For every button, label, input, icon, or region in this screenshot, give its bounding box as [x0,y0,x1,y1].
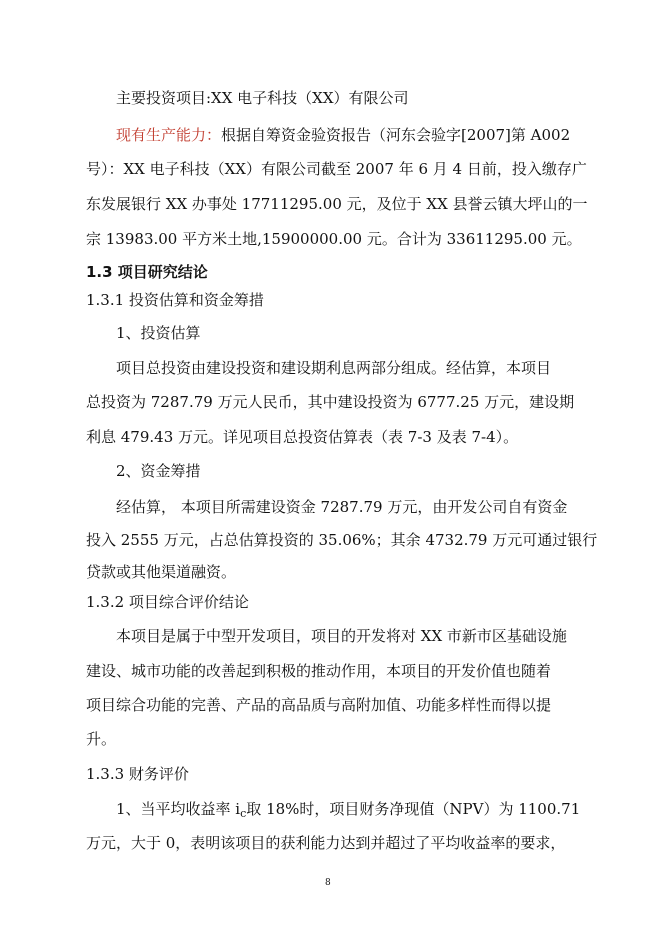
capacity-line-4: 宗 13983.00 平方米土地,15900000.00 元。合计为 33611295.00 元。 [86,230,582,248]
subheading-fund-raising: 2、资金筹措 [116,462,201,480]
fund-line-3: 贷款或其他渠道融资。 [86,563,237,581]
section-heading-1-3-2: 1.3.2 项目综合评价结论 [86,593,249,611]
main-project-line: 主要投资项目:XX 电子科技（XX）有限公司 [116,89,409,107]
finance-text-b: 取 18%时，项目财务净现值（NPV）为 1100.71 [246,800,581,818]
capacity-line-3: 东发展银行 XX 办事处 17711295.00 元，及位于 XX 县誉云镇大坪山的一 [86,195,588,213]
subheading-investment-estimate: 1、投资估算 [116,324,201,342]
finance-line-2: 万元，大于 0，表明该项目的获利能力达到并超过了平均收益率的要求， [86,834,566,852]
finance-subscript: c [240,807,247,820]
investment-line-3: 利息 479.43 万元。详见项目总投资估算表（表 7-3 及表 7-4）。 [86,428,519,446]
section-heading-1-3-1: 1.3.1 投资估算和资金筹措 [86,291,264,309]
section-heading-1-3-3: 1.3.3 财务评价 [86,765,189,783]
investment-line-2: 总投资为 7287.79 万元人民币，其中建设投资为 6777.25 万元，建设期 [86,393,575,411]
evaluation-line-4: 升。 [86,730,117,748]
fund-line-1: 经估算， 本项目所需建设资金 7287.79 万元，由开发公司自有资金 [116,498,568,516]
capacity-text: 根据自筹资金验资报告（河东会验字[2007]第 A002 [221,126,571,144]
finance-line-1 [116,799,580,824]
fund-line-2: 投入 2555 万元，占总估算投资的 35.06%；其余 4732.79 万元可通过银行 [86,531,598,549]
investment-line-1: 项目总投资由建设投资和建设期利息两部分组成。经估算，本项目 [116,359,552,377]
capacity-line-2: 号）：XX 电子科技（XX）有限公司截至 2007 年 6 月 4 日前，投入缴存广 [86,160,587,178]
page-number: 8 [325,878,331,888]
capacity-label: 现有生产能力： [116,126,222,144]
section-heading-1-3: 1.3 项目研究结论 [86,263,208,281]
evaluation-line-3: 项目综合功能的完善、产品的高品质与高附加值、功能多样性而得以提 [86,696,552,714]
finance-text-a: 1、当平均收益率 i [116,800,241,818]
capacity-line-1 [116,125,570,145]
evaluation-line-1: 本项目是属于中型开发项目，项目的开发将对 XX 市新市区基础设施 [116,627,567,645]
evaluation-line-2: 建设、城市功能的改善起到积极的推动作用，本项目的开发价值也随着 [86,662,552,680]
